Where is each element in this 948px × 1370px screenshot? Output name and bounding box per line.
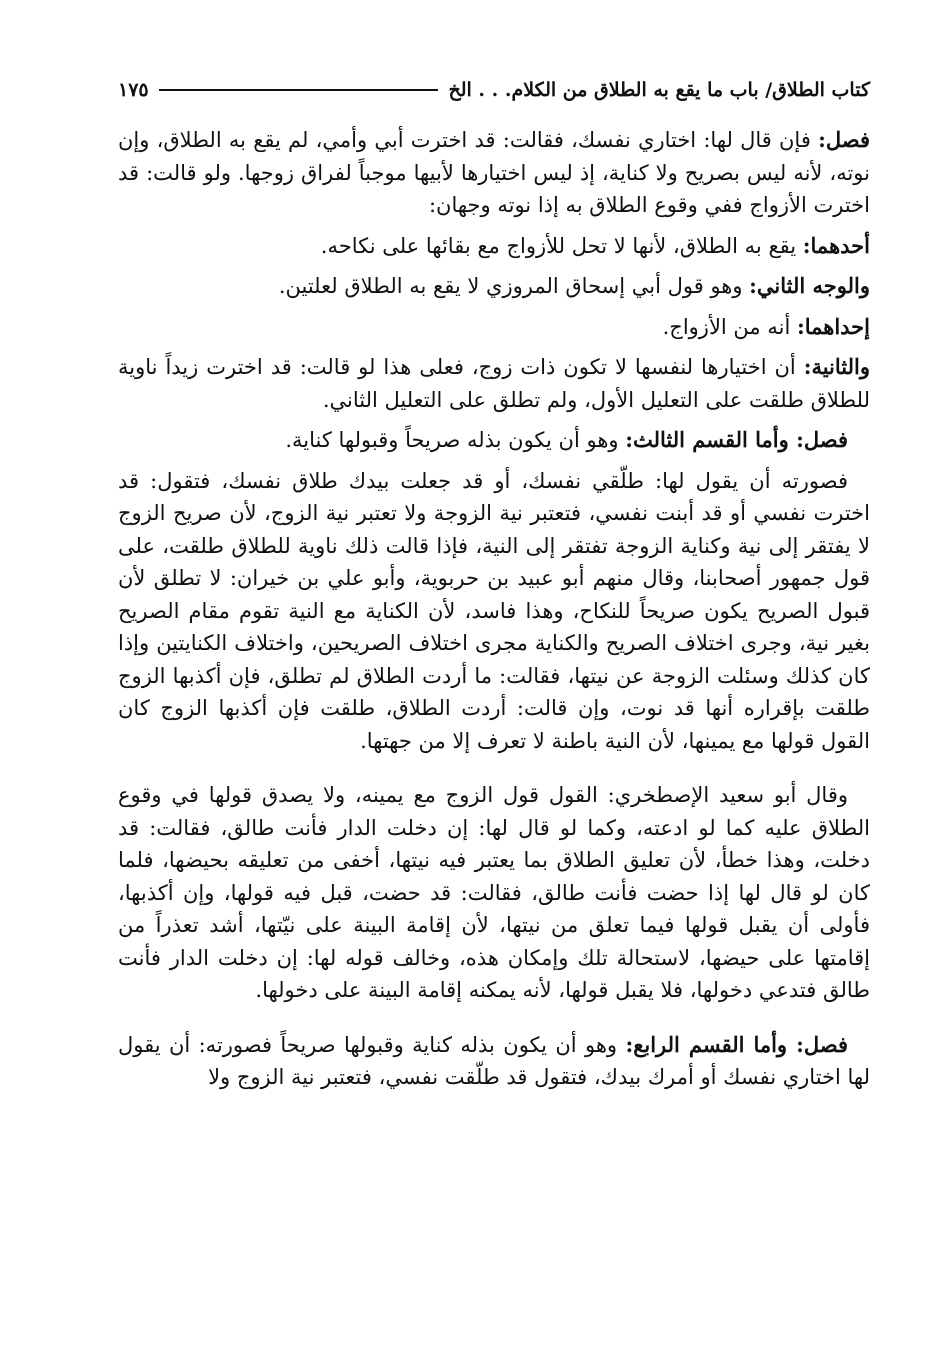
paragraph-text: أن اختيارها لنفسها لا تكون ذات زوج، فعلى هذا لو قالت: قد اخترت زيداً ناوية للطلاق طلقت على التعليل الأول، ولم تطلق على التعليل الثاني. — [118, 355, 870, 412]
paragraph-lead: إحداهما: — [796, 313, 870, 339]
paragraph-lead: فصل: وأما القسم الثالث: — [625, 427, 848, 452]
paragraph-text: وقال أبو سعيد الإصطخري: القول قول الزوج مع يمينه، ولا يصدق قولها في وقوع الطلاق عليه كما لو ادعته، وكما لو قال لها: إن دخلت الدار فأنت طالق، فقالت: قد دخلت، وهذا خطأ، لأن تعليق الطلاق بما يعتبر فيه نيتها، أخفى من تعليقه بحيضها، فلما كان لو قال لها إذا حضت فأنت طالق، فقالت: قد حضت، قبل فيه قولها، وإن أكذبها، فأولى أن يقبل قولها فيما تعلق من نيتها، لأن إقامة البينة على نيّتها، أشد تعذراً من إقامتها على حيضها، لاستحالة تلك وإمكان هذه، وخالف قوله لها: إن دخلت الدار فأنت طالق فتدعي دخولها، فلا يقبل قولها، لأنه يمكنه إقامة البينة على دخولها. — [118, 783, 870, 1002]
header-title: كتاب الطلاق/ باب ما يقع به الطلاق من الكلام. . . الخ — [448, 79, 870, 101]
document-page — [118, 70, 870, 1102]
paragraph-text: وهو أن يكون بذله صريحاً وقبولها كناية. — [285, 428, 626, 452]
paragraph-7 — [118, 465, 870, 758]
page-number: ١٧٥ — [118, 79, 149, 101]
paragraph-2 — [118, 230, 870, 263]
paragraph-lead: والثانية: — [803, 354, 870, 379]
paragraph-1 — [118, 124, 870, 222]
page-body — [118, 124, 870, 1094]
paragraph-text: فإن قال لها: اختاري نفسك، فقالت: قد اخترت أبي وأمي، لم يقع به الطلاق، وإن نوته، لأنه ليس بصريح ولا كناية، إذ ليس اختيارها لأبيها موجباً لفراق زوجها. ولو قالت: قد اخترت الأزواج ففي وقوع الطلاق به إذا نوته وجهان: — [118, 128, 870, 217]
paragraph-6 — [118, 424, 870, 457]
header-rule — [159, 89, 439, 91]
paragraph-lead: والوجه الثاني: — [749, 273, 870, 298]
paragraph-text: يقع به الطلاق، لأنها لا تحل للأزواج مع بقائها على نكاحه. — [320, 233, 803, 258]
running-header — [118, 70, 870, 110]
paragraph-text: وهو قول أبي إسحاق المروزي لا يقع به الطلاق لعلتين. — [278, 274, 750, 298]
paragraph-lead: أحدهما: — [802, 232, 870, 258]
paragraph-9 — [118, 1029, 870, 1094]
paragraph-8 — [118, 779, 870, 1007]
paragraph-text: وهو أن يكون بذله كناية وقبولها صريحاً فصورته: أن يقول لها اختاري نفسك أو أمرك بيدك، فتقول قد طلّقت نفسي، فتعتبر نية الزوج ولا — [118, 1032, 870, 1089]
paragraph-4 — [118, 311, 870, 344]
paragraph-5 — [118, 351, 870, 416]
paragraph-text: فصورته أن يقول لها: طلّقي نفسك، أو قد جعلت بيدك طلاق نفسك، فتقول: قد اخترت نفسي أو قد أبنت نفسي، فتعتبر نية الزوجة ولا تعتبر نية الزوج، لأن صريح الزوج لا يفتقر إلى نية وكناية الزوجة تفتقر إلى النية، فإذا قالت ذلك ناوية للطلاق طلقت، على قول جمهور أصحابنا، وقال منهم أبو عبيد بن حربوية، وأبو علي بن خيران: لا تطلق لأن قبول الصريح يكون صريحاً للنكاح، وهذا فاسد، لأن الكناية مع النية تقوم مقام الصريح بغير نية، وجرى اختلاف الصريح والكناية مجرى اختلاف الصريحين، واختلاف الكنايتين وإذا كان كذلك وسئلت الزوجة عن نيتها، فقالت: ما أردت الطلاق لم تطلق، فإن أكذبها الزوج طلقت بإقراره أنها قد نوت، وإن قالت: أردت الطلاق، طلقت فإن أكذبها الزوج كان القول قولها مع يمينها، لأن النية باطنة لا تعرف إلا من جهتها. — [118, 468, 870, 753]
paragraph-lead: فصل: وأما القسم الرابع: — [625, 1031, 848, 1057]
paragraph-text: أنه من الأزواج. — [662, 314, 797, 339]
paragraph-lead: فصل: — [818, 127, 870, 152]
paragraph-3 — [118, 270, 870, 303]
